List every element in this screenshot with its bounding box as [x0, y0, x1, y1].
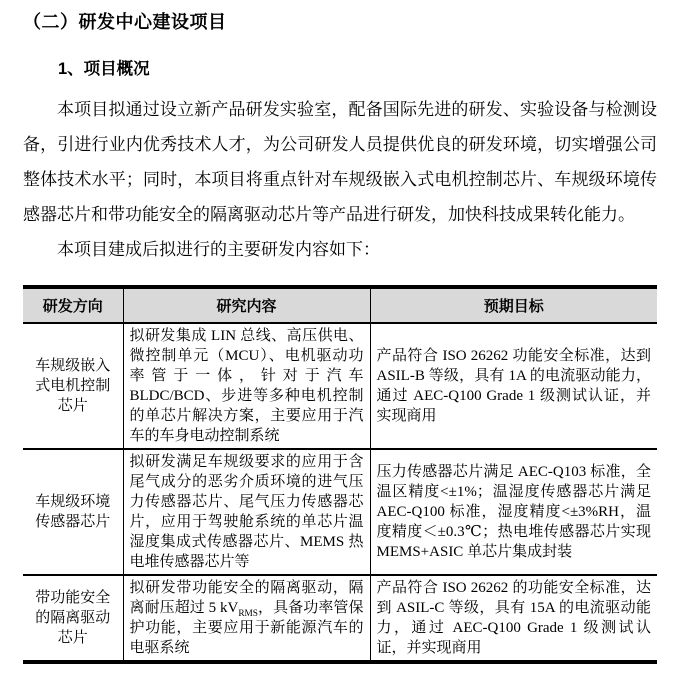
cell-goal: 产品符合 ISO 26262 功能安全标准，达到 ASIL-B 等级，具有 1A 的电流驱动能力，通过 AEC-Q100 Grade 1 级测试认证，并实现商用: [370, 323, 657, 449]
cell-content-text: 拟研发带功能安全的隔离驱动，隔离耐压超过 5 kV: [129, 580, 364, 616]
col-header-content: 研究内容: [123, 287, 370, 323]
cell-direction: 带功能安全的隔离驱动芯片: [35, 590, 111, 646]
section-title: （二）研发中心建设项目: [23, 12, 227, 32]
table-row: [23, 323, 657, 449]
col-header-direction: 研发方向: [23, 287, 123, 323]
table-row: [23, 449, 657, 575]
cell-content: 拟研发集成 LIN 总线、高压供电、微控制单元（MCU）、电机驱动功率管于一体，针对于汽车 BLDC/BCD、步进等多种电机控制的单芯片解决方案，主要应用于汽车的车身电动控制系统: [123, 323, 370, 449]
table-header-row: [23, 287, 657, 323]
cell-content: [123, 575, 370, 662]
col-header-goal: 预期目标: [370, 287, 657, 323]
paragraph-project-overview: 本项目拟通过设立新产品研发实验室，配备国际先进的研发、实验设备与检测设备，引进行业内优秀技术人才，为公司研发人员提供优良的研发环境，切实增强公司整体技术水平；同时，本项目将重点针对车规级嵌入式电机控制芯片、车规级环境传感器芯片和带功能安全的隔离驱动芯片等产品进行研发，加快科技成果转化能力。: [23, 100, 657, 224]
cell-direction: 车规级嵌入式电机控制芯片: [23, 323, 123, 449]
cell-goal: 产品符合 ISO 26262 的功能安全标准，达到 ASIL-C 等级，具有 15A 的电流驱动能力，通过 AEC-Q100 Grade 1 级测试认证，并实现商用: [376, 580, 651, 656]
cell-content: 拟研发满足车规级要求的应用于含尾气成分的恶劣介质环境的进气压力传感器芯片、尾气压力传感器芯片，应用于驾驶舱系统的单芯片温湿度集成式传感器芯片、MEMS 热电堆传感器芯片等: [123, 449, 370, 575]
table-row: [23, 575, 657, 662]
rd-content-table: [23, 285, 657, 664]
rms-subscript: RMS: [238, 609, 258, 619]
cell-goal: 压力传感器芯片满足 AEC-Q103 标准，全温区精度<±1%；温湿度传感器芯片满足 AEC-Q100 标准，湿度精度<±3%RH，温度精度＜±0.3℃；热电堆传感器芯片实现 MEMS+ASIC 单芯片集成封装: [370, 449, 657, 575]
subsection-title: 1、项目概况: [58, 60, 150, 78]
cell-direction: 车规级环境传感器芯片: [23, 449, 123, 575]
cell-content-text: ，具备功率管保护功能，主要应用于新能源汽车的电驱系统: [129, 600, 364, 656]
paragraph-table-intro: 本项目建成后拟进行的主要研发内容如下：: [57, 240, 380, 259]
